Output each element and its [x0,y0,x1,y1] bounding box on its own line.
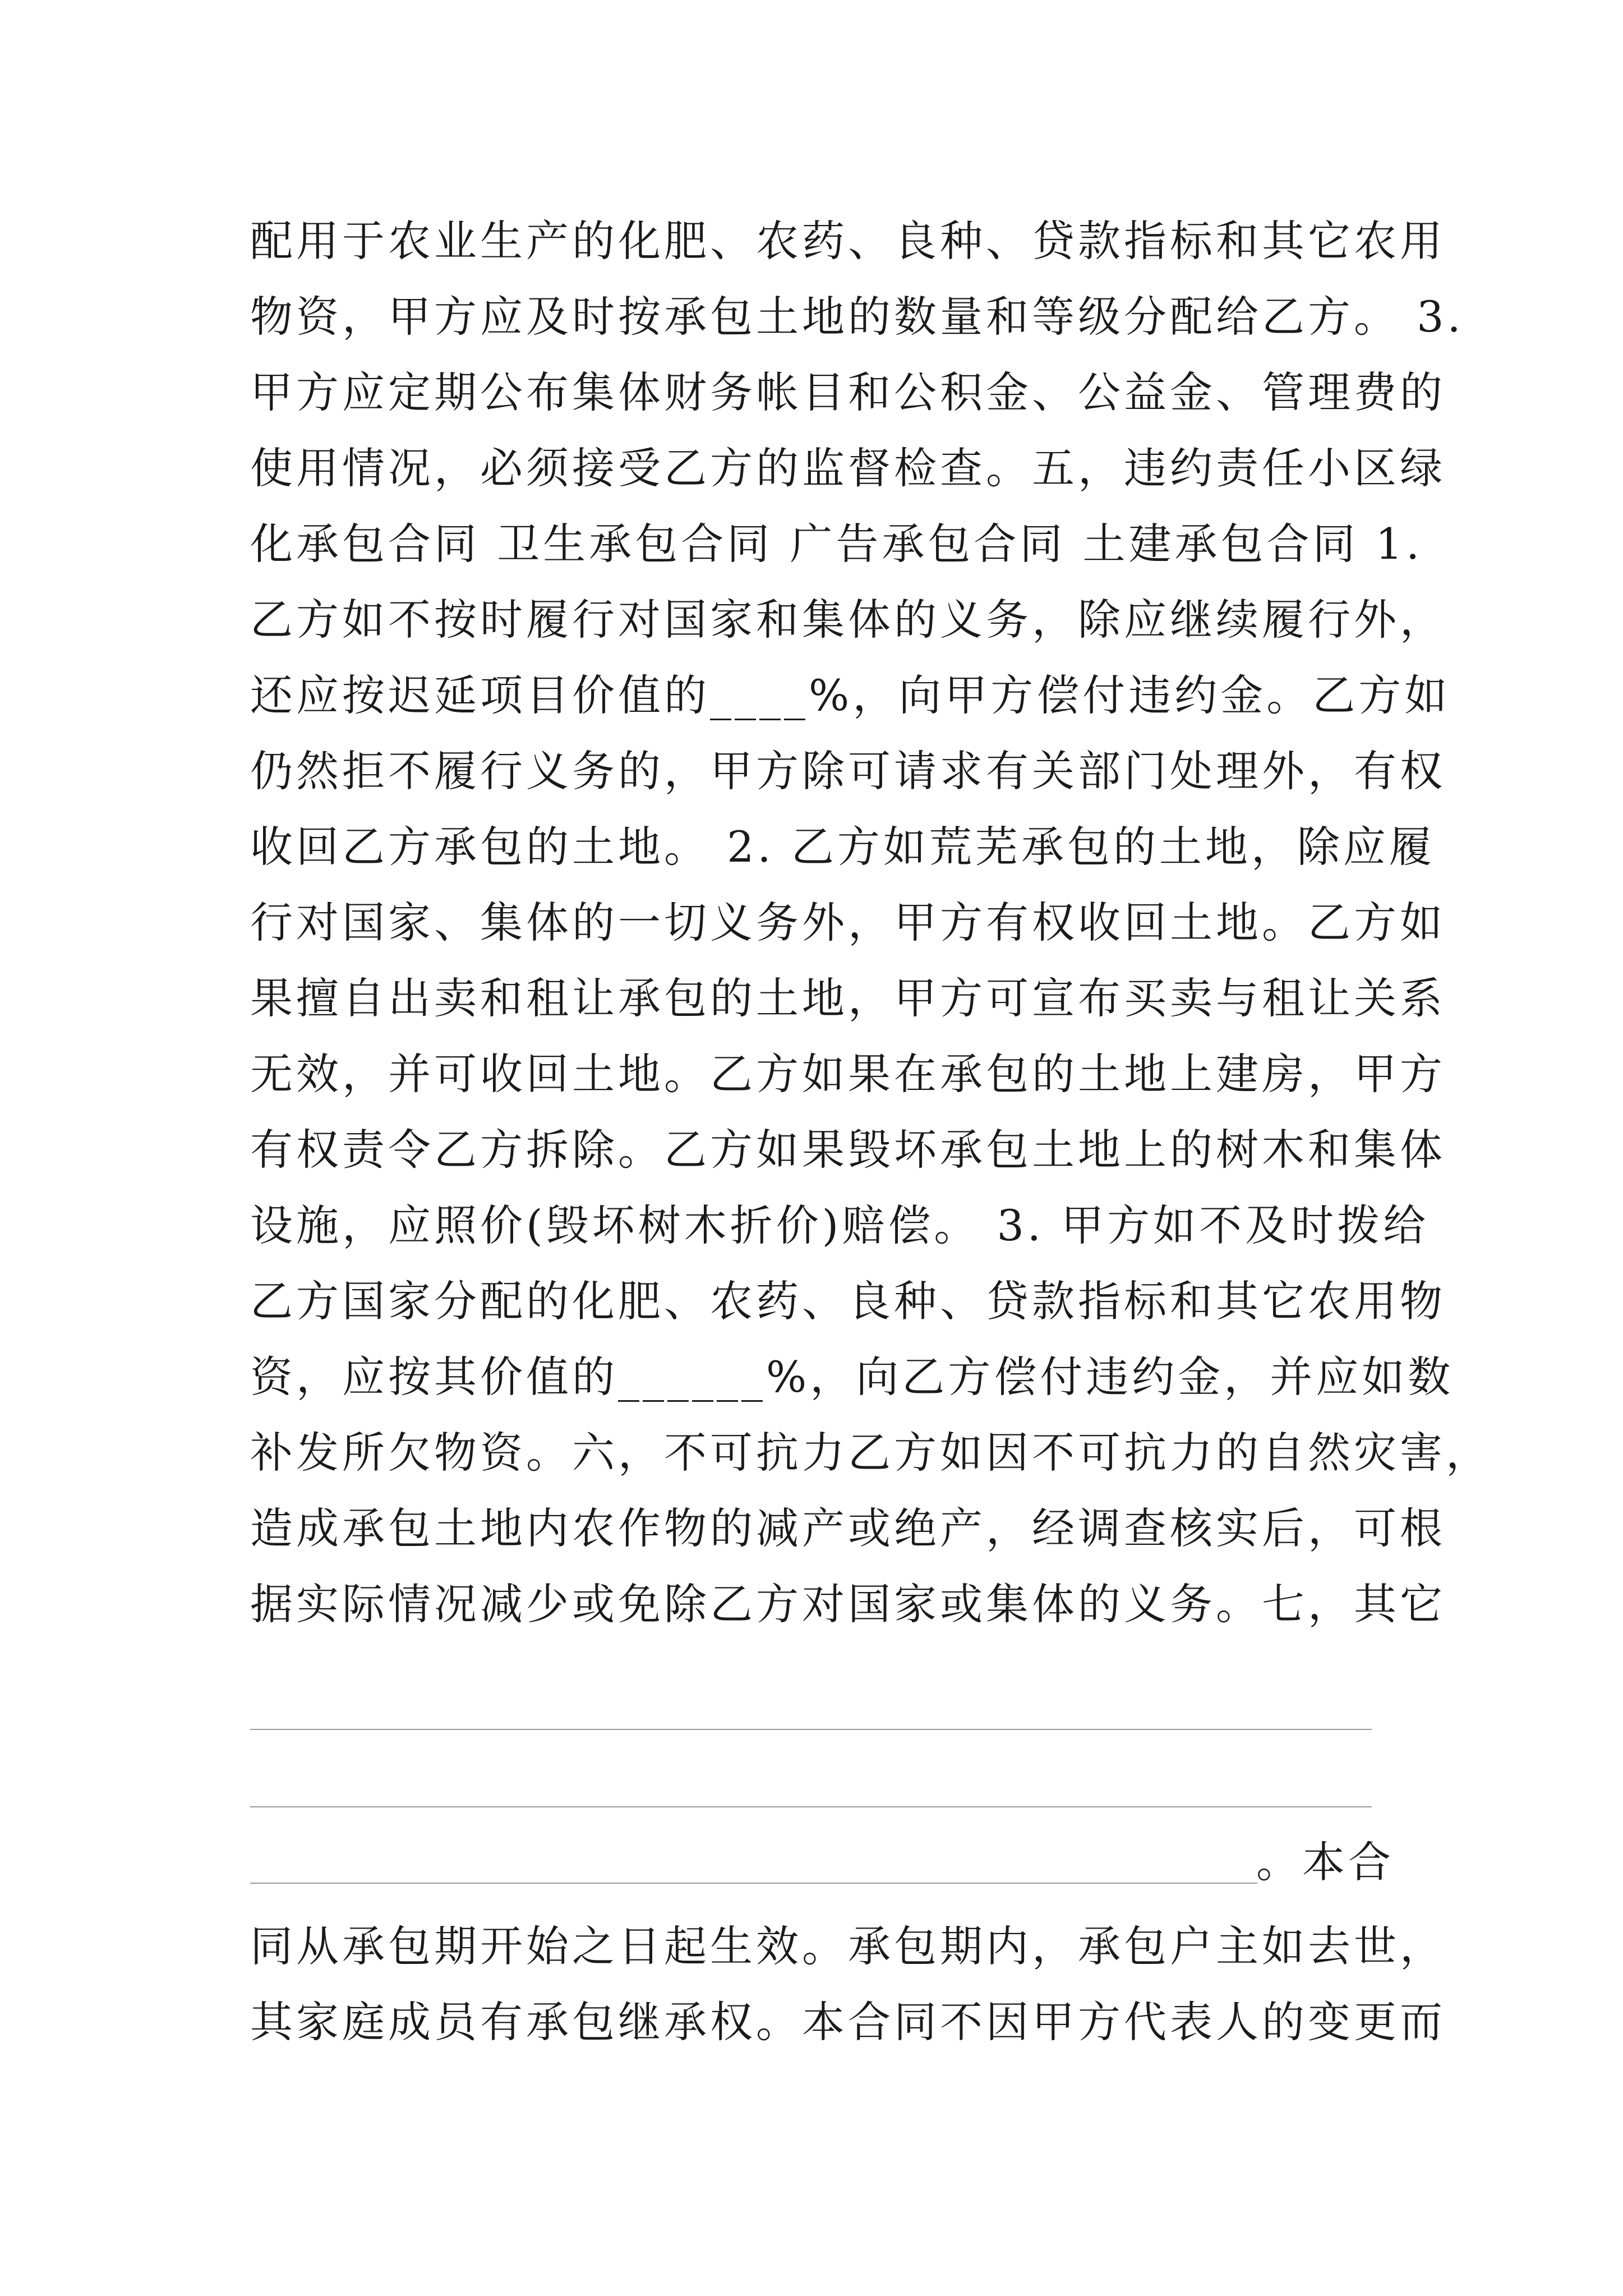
text-line: 配用于农业生产的化肥、农药、良种、贷款指标和其它农用 [250,216,1446,266]
text-line: 资，应按其价值的______%，向乙方偿付违约金，并应如数 [250,1352,1454,1402]
text-line: 无效，并可收回土地。乙方如果在承包的土地上建房，甲方 [250,1049,1446,1099]
blank-fill-line [250,1729,1372,1730]
text-line: 补发所欠物资。六，不可抗力乙方如因不可抗力的自然灾害， [250,1428,1492,1478]
text-line: 乙方如不按时履行对国家和集体的义务，除应继续履行外， [250,595,1446,645]
text-line: 其家庭成员有承包继承权。本合同不因甲方代表人的变更而 [250,1997,1446,2047]
text-line: 化承包合同 卫生承包合同 广告承包合同 土建承包合同 1. [250,519,1423,569]
text-line: 造成承包土地内农作物的减产或绝产，经调查核实后，可根 [250,1503,1446,1553]
text-line: 设施，应照价(毁坏树木折价)赔偿。 3. 甲方如不及时拨给 [250,1200,1430,1250]
text-line: 据实际情况减少或免除乙方对国家或集体的义务。七，其它 [250,1579,1446,1629]
text-line: 乙方国家分配的化肥、农药、良种、贷款指标和其它农用物 [250,1276,1446,1326]
blank-fill-row [250,1834,1394,1890]
text-line: 仍然拒不履行义务的，甲方除可请求有关部门处理外，有权 [250,746,1446,796]
text-line: 甲方应定期公布集体财务帐目和公积金、公益金、管理费的 [250,367,1446,417]
text-line: 行对国家、集体的一切义务外，甲方有权收回土地。乙方如 [250,898,1446,947]
text-line: 有权责令乙方拆除。乙方如果毁坏承包土地上的树木和集体 [250,1125,1446,1175]
text-fragment: 。本合 [1256,1837,1394,1887]
text-line: 收回乙方承包的土地。 2. 乙方如荒芜承包的土地，除应履 [250,822,1435,872]
text-line: 还应按迟延项目价值的____%，向甲方偿付违约金。乙方如 [250,670,1451,720]
text-line: 果擅自出卖和租让承包的土地，甲方可宣布买卖与租让关系 [250,973,1446,1023]
text-line: 使用情况，必须接受乙方的监督检查。五，违约责任小区绿 [250,443,1446,493]
blank-fill-line [250,1806,1372,1807]
blank-fill-line [250,1883,1257,1884]
text-line: 同从承包期开始之日起生效。承包期内，承包户主如去世， [250,1921,1446,1971]
text-line: 物资，甲方应及时按承包土地的数量和等级分配给乙方。 3. [250,292,1464,342]
